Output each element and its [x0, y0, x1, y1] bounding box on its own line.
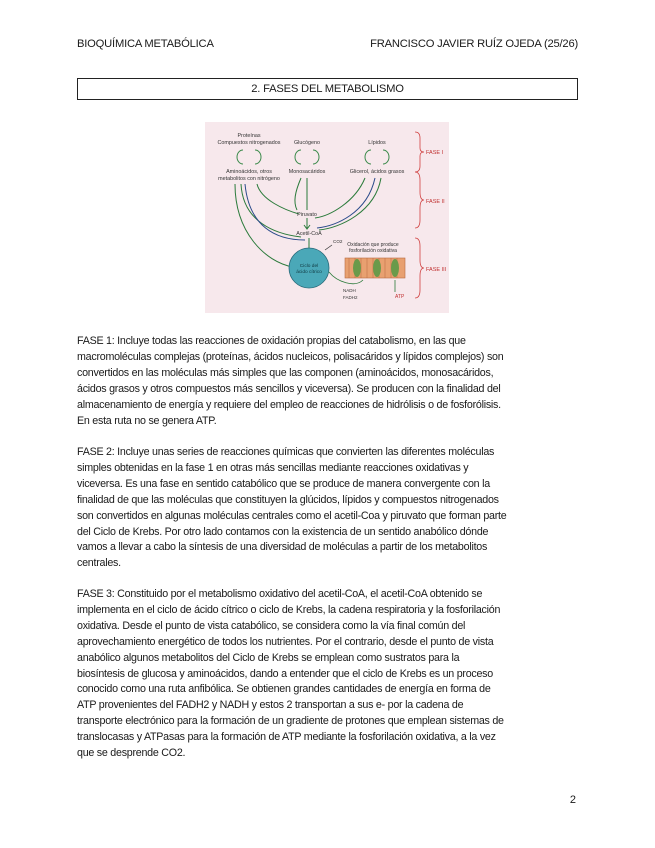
paragraph-line: FASE 1: Incluye todas las reacciones de oxidación propias del catabolismo, en las que	[77, 335, 466, 347]
paragraph-fase-1	[77, 334, 578, 429]
paragraph-line: FASE 3: Constituido por el metabolismo oxidativo del acetil-CoA, el acetil-CoA obtenido se	[77, 588, 483, 600]
co2-label: CO2	[333, 239, 343, 244]
paragraph-line: viceversa. Es una fase en sentido catabólico que se produce de manera convergente con la	[77, 477, 490, 490]
paragraph-line: aprovechamiento energético de todos los nutrientes. Por el contrario, desde el punto de vista	[77, 635, 494, 648]
section-title: 2. FASES DEL METABOLISMO	[77, 78, 578, 100]
fase1-label: FASE I	[426, 150, 444, 156]
fase3-label: FASE III	[426, 267, 447, 273]
paragraph-fase-3	[77, 587, 578, 762]
paragraph-line: vamos a llevar a cabo la síntesis de una diversidad de moléculas a partir de los metabolitos	[77, 541, 488, 554]
paragraph-line: biosíntesis de glucosa y aminoácidos, dando a entender que el ciclo de Krebs es un proceso	[77, 667, 493, 680]
header-course-title: BIOQUÍMICA METABÓLICA	[77, 38, 214, 50]
acetyl-coa-label: Acetil-CoA	[296, 231, 322, 237]
paragraph-line: convertidos en las moléculas más simples que las componen (aminoácidos, monosacáridos,	[77, 366, 494, 379]
cycle-label-2: ácido cítrico	[296, 270, 322, 275]
cycle-label-1: Ciclo del	[299, 264, 319, 269]
atp-label: ATP	[395, 294, 405, 300]
paragraph-line: FASE 2: Incluye unas series de reacciones químicas que convierten las diferentes moléculas	[77, 446, 495, 458]
glycogen-label: Glucógeno	[293, 140, 321, 146]
proteins-label: Proteínas	[237, 133, 261, 139]
paragraph-line: ácidos grasos y otros compuestos más sencillos y viceversa). Se producen con la finalidad del	[77, 382, 501, 395]
paragraph-line: almacenamiento de energía y requiere del empleo de reacciones de hidrólisis o de fosforólisis.	[77, 398, 501, 411]
page-header	[77, 38, 578, 54]
paragraph-line: macromoléculas complejas (proteínas, ácidos nucleicos, polisacáridos y lípidos complejos) son	[77, 350, 504, 363]
paragraph-line: transporte electrónico para la formación de un gradiente de protones que emplean sistemas de	[77, 715, 504, 728]
paragraph-line: conocido como una ruta anfibólica. Se obtienen grandes cantidades de energía en forma de	[77, 683, 491, 696]
lipids-label: Lípidos	[368, 140, 386, 146]
paragraph-line: anabólico algunos metabolitos del Ciclo de Krebs se emplean como sustratos para la	[77, 651, 460, 664]
paragraph-line: que se desprende CO2.	[77, 747, 186, 760]
metabolism-phases-figure	[205, 122, 449, 313]
paragraph-line: implementa en el ciclo de ácido cítrico o ciclo de Krebs, la cadena respiratoria y la fosforilación	[77, 603, 501, 616]
paragraph-line: translocasas y ATPasas para la formación de ATP mediante la fosforilación oxidativa, a la vez	[77, 731, 496, 744]
header-author: FRANCISCO JAVIER RUÍZ OJEDA (25/26)	[370, 38, 578, 50]
paragraph-line: simples obtenidas en la fase 1 en otras más sencillas mediante reacciones oxidativas y	[77, 461, 469, 474]
paragraph-line: ATP provenientes del FADH2 y NADH y estos 2 transportan a sus e- por la cadena de	[77, 699, 464, 712]
nitrogen-compounds-label: Compuestos nitrogenados	[217, 140, 281, 146]
pyruvate-label: Piruvato	[297, 212, 317, 218]
paragraph-line: En esta ruta no se genera ATP.	[77, 414, 217, 427]
paragraph-fase-2	[77, 445, 578, 572]
paragraph-line: son convertidos en algunas moléculas centrales como el acetil-Coa y piruvato que forman parte	[77, 509, 507, 522]
paragraph-line: oxidativa. Desde el punto de vista catabólico, se considera como la vía final común del	[77, 619, 466, 632]
page-number: 2	[569, 794, 576, 806]
nadh-label: NADH	[343, 288, 356, 293]
fase2-label: FASE II	[426, 199, 445, 205]
paragraph-line: centrales.	[77, 557, 121, 570]
monosaccharides-label: Monosacáridos	[288, 169, 326, 175]
paragraph-line: del Ciclo de Krebs. Por otro lado contamos con la existencia de un sentido anabólico dónde	[77, 525, 489, 538]
glycerol-label: Glicerol, ácidos grasos	[349, 169, 405, 175]
fadh2-label: FADH2	[343, 295, 358, 300]
oxidation-label-2: fosforilación oxidativa	[349, 248, 397, 254]
nitrogen-metabolites-label: metabolitos con nitrógeno	[218, 176, 280, 182]
amino-acids-label: Aminoácidos, otros	[226, 169, 272, 175]
paragraph-line: finalidad de que las moléculas que constituyen la glúcidos, lípidos y compuestos nitrogenados	[77, 493, 499, 506]
oxidation-label-1: Oxidación que produce	[347, 242, 399, 248]
